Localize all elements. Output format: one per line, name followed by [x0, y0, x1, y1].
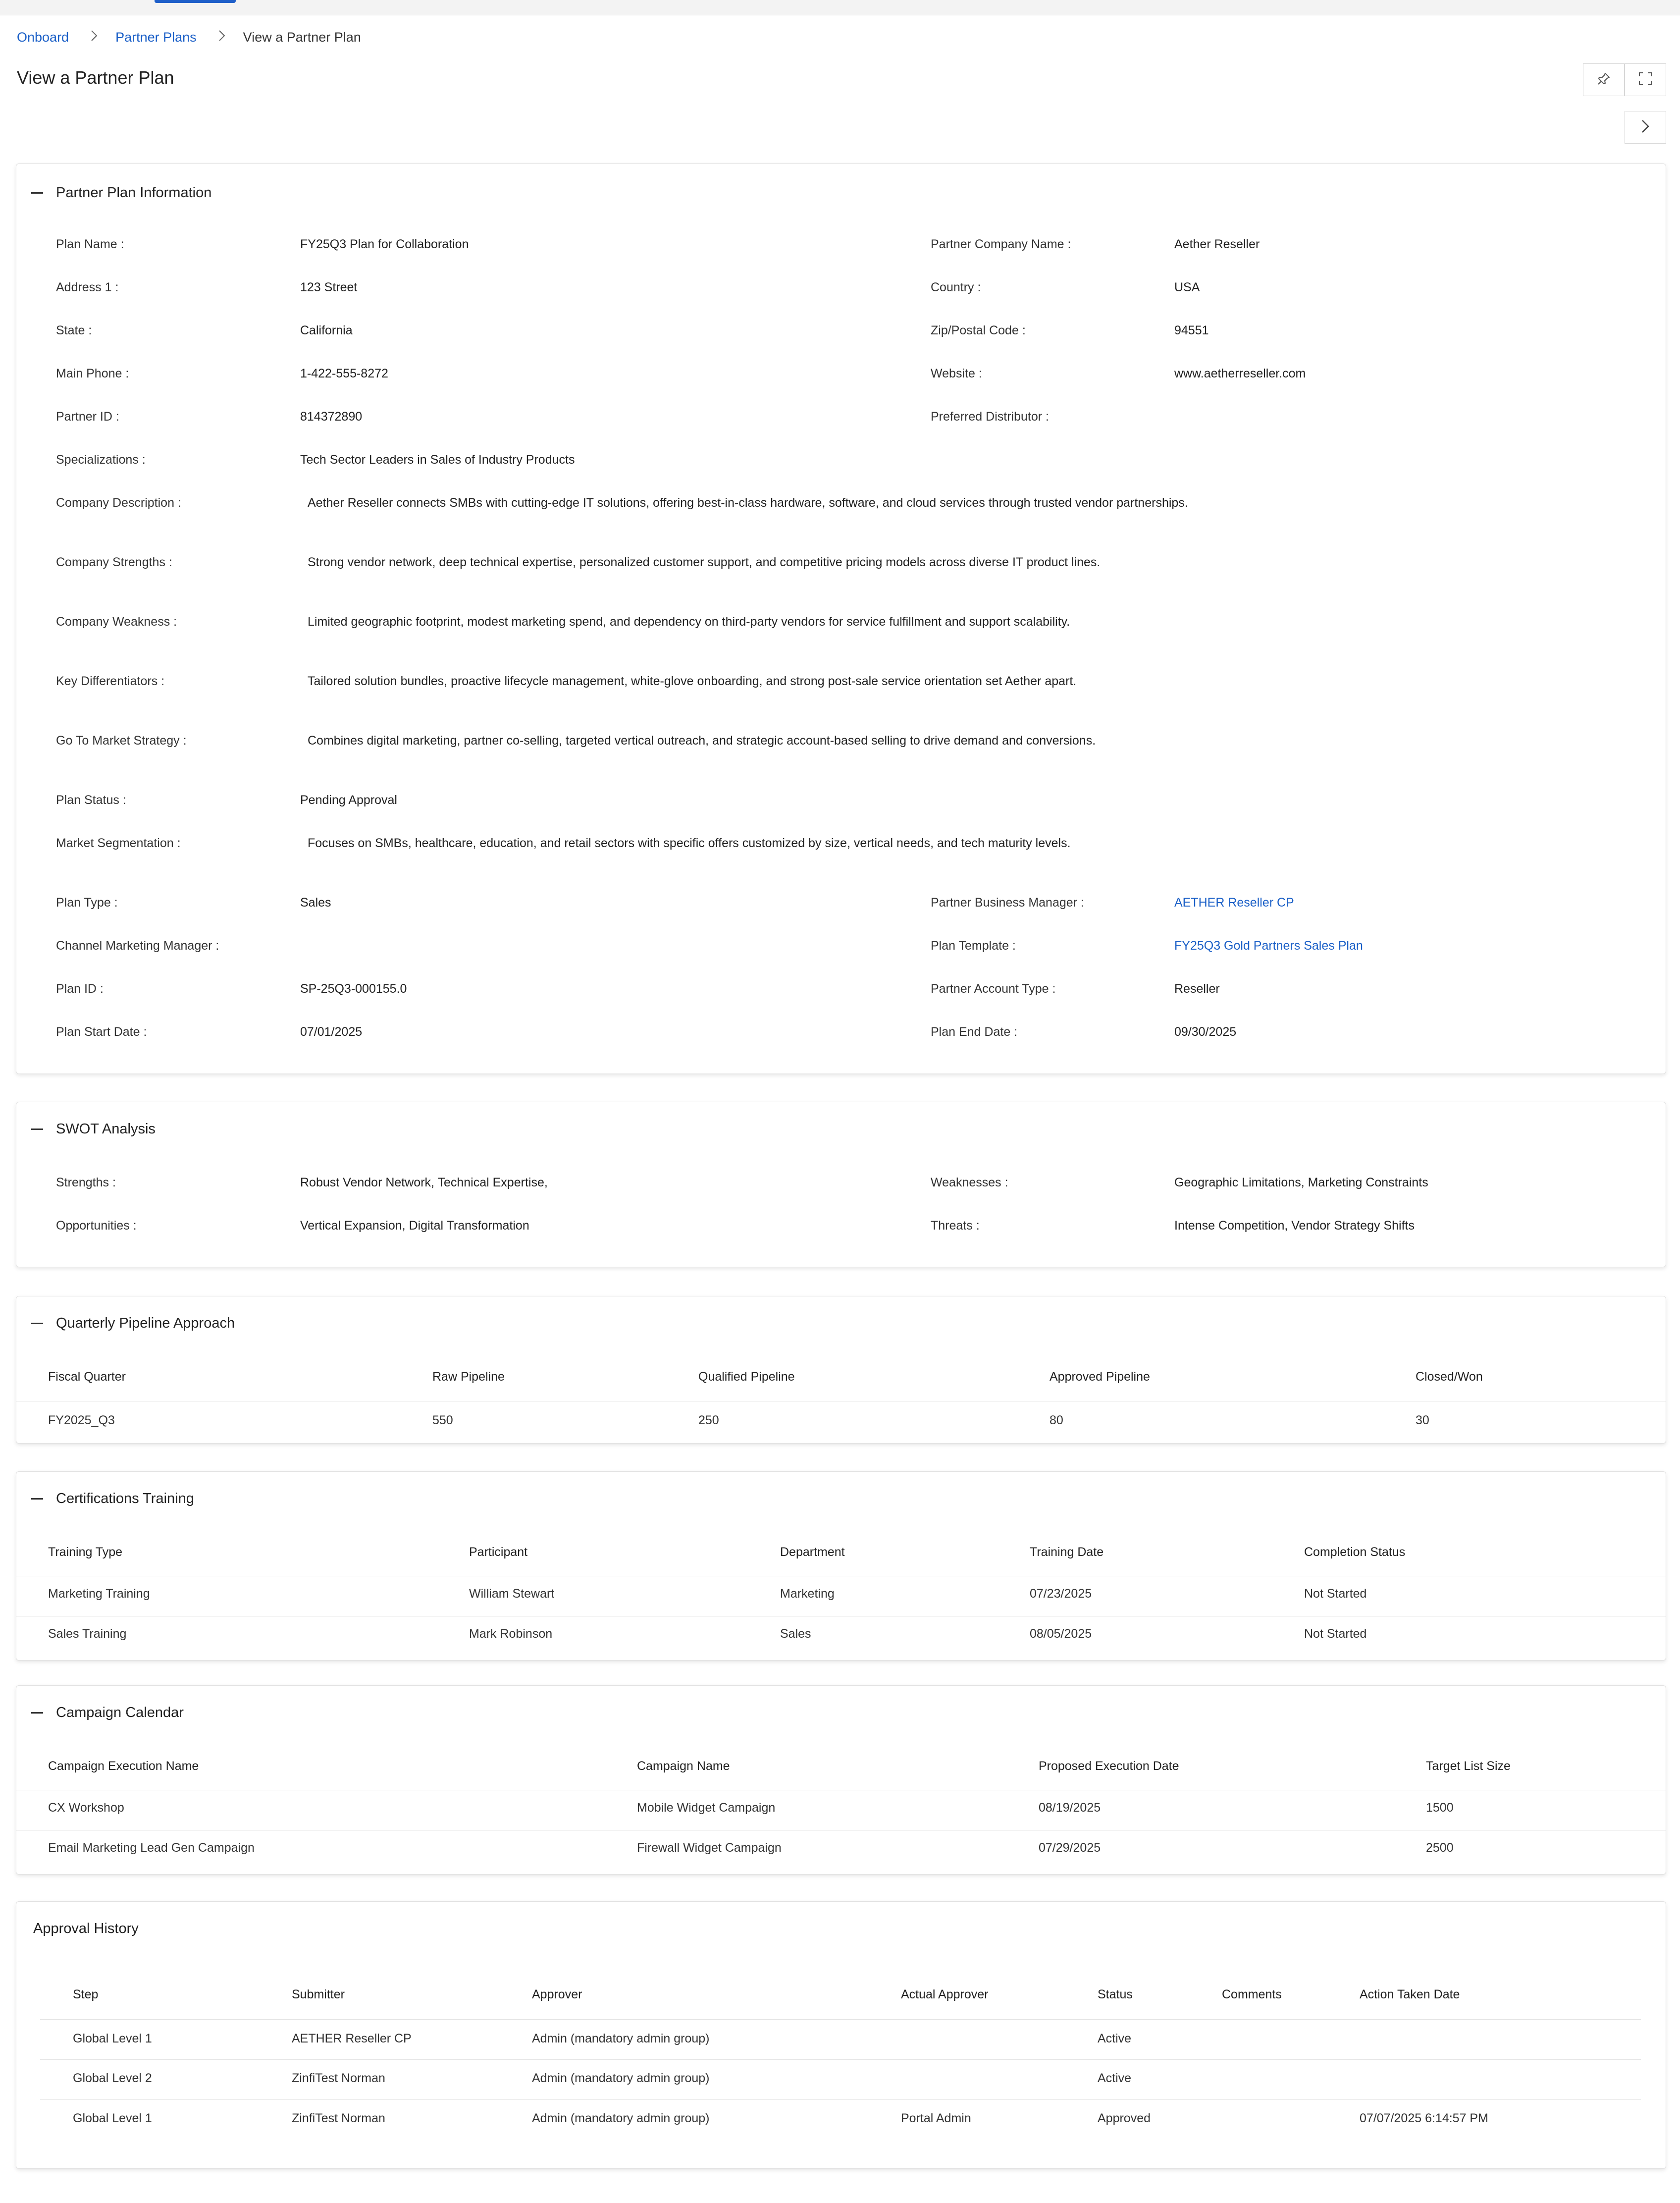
- approval-history-card: [16, 1901, 1666, 2169]
- breadcrumb-current: View a Partner Plan: [243, 30, 361, 45]
- field-label: Plan Start Date :: [56, 1025, 147, 1039]
- column-header: Action Taken Date: [1360, 1988, 1460, 2001]
- column-header[interactable]: Training Type: [48, 1545, 123, 1559]
- table-cell: 08/19/2025: [1039, 1801, 1101, 1815]
- table-cell: Admin (mandatory admin group): [532, 2071, 710, 2085]
- plan-start-date-value: 07/01/2025: [300, 1025, 363, 1039]
- table-cell: FY2025_Q3: [48, 1413, 115, 1427]
- table-cell: Marketing: [780, 1587, 835, 1601]
- column-header: Approver: [532, 1988, 582, 2001]
- table-cell: Active: [1098, 2032, 1132, 2045]
- field-label: Main Phone :: [56, 367, 129, 380]
- partner-id-value: 814372890: [300, 410, 363, 424]
- plan-template-link[interactable]: FY25Q3 Gold Partners Sales Plan: [1174, 939, 1363, 953]
- table-cell: ZinfiTest Norman: [292, 2111, 385, 2125]
- field-label: Partner ID :: [56, 410, 119, 424]
- table-cell: 07/23/2025: [1030, 1587, 1092, 1601]
- table-cell: 07/29/2025: [1039, 1841, 1101, 1855]
- plan-id-value: SP-25Q3-000155.0: [300, 982, 407, 996]
- column-header[interactable]: Proposed Execution Date: [1039, 1759, 1179, 1773]
- plan-type-value: Sales: [300, 896, 331, 910]
- field-label: Plan Name :: [56, 237, 124, 251]
- table-cell: 30: [1416, 1413, 1429, 1427]
- swot-opportunities-value: Vertical Expansion, Digital Transformation: [300, 1219, 529, 1233]
- field-label: Preferred Distributor :: [931, 410, 1049, 424]
- swot-threats-value: Intense Competition, Vendor Strategy Shifts: [1174, 1219, 1415, 1233]
- swot-strengths-value: Robust Vendor Network, Technical Expertise,: [300, 1176, 548, 1189]
- top-nav-bar: [0, 0, 1680, 15]
- table-cell: Approved: [1098, 2111, 1151, 2125]
- column-header[interactable]: Target List Size: [1426, 1759, 1511, 1773]
- market-segmentation-value: Focuses on SMBs, healthcare, education, and retail sectors with specific offers customized by size, vertical needs, and tech maturity levels.: [308, 836, 1071, 850]
- column-header: Comments: [1222, 1988, 1282, 2001]
- field-label: Address 1 :: [56, 280, 119, 294]
- field-label: Market Segmentation :: [56, 836, 181, 850]
- table-cell: Global Level 2: [73, 2071, 152, 2085]
- column-header[interactable]: Qualified Pipeline: [698, 1370, 795, 1384]
- collapse-icon[interactable]: [31, 1323, 43, 1324]
- campaign-calendar-card: [16, 1685, 1666, 1875]
- card-header[interactable]: [31, 1315, 235, 1332]
- breadcrumb-onboard[interactable]: Onboard: [17, 30, 69, 45]
- partner-business-manager-link[interactable]: AETHER Reseller CP: [1174, 896, 1294, 910]
- column-header[interactable]: Fiscal Quarter: [48, 1370, 126, 1384]
- differentiators-value: Tailored solution bundles, proactive lifecycle management, white-glove onboarding, and strong post-sale service orientation set Aether apart.: [308, 674, 1077, 688]
- card-header[interactable]: [31, 1491, 194, 1507]
- plan-end-date-value: 09/30/2025: [1174, 1025, 1237, 1039]
- campaign-name-link[interactable]: Mobile Widget Campaign: [637, 1801, 776, 1815]
- website-value: www.aetherreseller.com: [1174, 367, 1306, 380]
- column-header[interactable]: Campaign Execution Name: [48, 1759, 199, 1773]
- table-cell: 07/07/2025 6:14:57 PM: [1360, 2111, 1488, 2125]
- field-label: Channel Marketing Manager :: [56, 939, 219, 953]
- table-cell: 08/05/2025: [1030, 1627, 1092, 1641]
- table-cell: 550: [432, 1413, 453, 1427]
- partner-plan-info-card: [16, 163, 1666, 1074]
- table-cell: William Stewart: [469, 1587, 555, 1601]
- table-cell: Marketing Training: [48, 1587, 150, 1601]
- chevron-right-icon: [91, 30, 98, 45]
- field-label: Partner Account Type :: [931, 982, 1056, 996]
- breadcrumb-partner-plans[interactable]: Partner Plans: [115, 30, 197, 45]
- field-label: Plan Status :: [56, 793, 126, 807]
- collapse-icon[interactable]: [31, 1712, 43, 1714]
- column-header[interactable]: Raw Pipeline: [432, 1370, 505, 1384]
- company-strengths-value: Strong vendor network, deep technical expertise, personalized customer support, and competitive pricing models across diverse IT product lines.: [308, 555, 1101, 569]
- column-header[interactable]: Closed/Won: [1416, 1370, 1483, 1384]
- specializations-value: Tech Sector Leaders in Sales of Industry Products: [300, 453, 575, 467]
- certifications-card: [16, 1471, 1666, 1661]
- table-cell: Mark Robinson: [469, 1627, 553, 1641]
- section-title: Certifications Training: [56, 1491, 194, 1506]
- chevron-right-icon: [218, 30, 225, 45]
- card-header[interactable]: [31, 185, 211, 201]
- pin-icon: [1596, 71, 1611, 89]
- section-title: SWOT Analysis: [56, 1121, 156, 1137]
- field-label: Weaknesses :: [931, 1176, 1008, 1189]
- collapse-icon[interactable]: [31, 1498, 43, 1500]
- field-label: Partner Business Manager :: [931, 896, 1084, 910]
- collapse-icon[interactable]: [31, 1128, 43, 1130]
- field-label: Plan End Date :: [931, 1025, 1018, 1039]
- column-header[interactable]: Participant: [469, 1545, 528, 1559]
- table-cell: AETHER Reseller CP: [292, 2032, 412, 2045]
- field-label: Zip/Postal Code :: [931, 323, 1026, 337]
- pipeline-card: [16, 1296, 1666, 1444]
- description-value: Aether Reseller connects SMBs with cutting-edge IT solutions, offering best-in-class hardware, software, and cloud services through trusted vendor partnerships.: [308, 496, 1188, 510]
- table-cell: Sales: [780, 1627, 811, 1641]
- card-header[interactable]: [31, 1121, 156, 1137]
- field-label: Specializations :: [56, 453, 146, 467]
- section-title: Quarterly Pipeline Approach: [56, 1315, 235, 1331]
- table-cell: 80: [1050, 1413, 1063, 1427]
- plan-name-value: FY25Q3 Plan for Collaboration: [300, 237, 469, 251]
- table-cell: 250: [698, 1413, 719, 1427]
- field-label: Opportunities :: [56, 1219, 137, 1233]
- active-tab-indicator: [155, 0, 236, 3]
- field-label: Company Weakness :: [56, 615, 177, 629]
- field-label: Company Description :: [56, 496, 181, 510]
- field-label: Country :: [931, 280, 981, 294]
- table-cell: Not Started: [1304, 1587, 1367, 1601]
- account-type-value: Reseller: [1174, 982, 1220, 996]
- field-label: Strengths :: [56, 1176, 116, 1189]
- column-header: Submitter: [292, 1988, 345, 2001]
- table-cell: Global Level 1: [73, 2032, 152, 2045]
- field-label: Website :: [931, 367, 982, 380]
- table-cell: Not Started: [1304, 1627, 1367, 1641]
- column-header[interactable]: Training Date: [1030, 1545, 1104, 1559]
- column-header[interactable]: Completion Status: [1304, 1545, 1406, 1559]
- chevron-right-icon: [1641, 119, 1650, 136]
- next-panel-button[interactable]: [1625, 111, 1666, 144]
- table-cell: Active: [1098, 2071, 1132, 2085]
- table-cell: Admin (mandatory admin group): [532, 2111, 710, 2125]
- page-title: View a Partner Plan: [17, 67, 174, 88]
- field-label: Key Differentiators :: [56, 674, 165, 688]
- field-label: Plan Type :: [56, 896, 118, 910]
- campaign-execution-link[interactable]: CX Workshop: [48, 1801, 124, 1815]
- section-title: Approval History: [33, 1921, 139, 1936]
- column-header: Actual Approver: [901, 1988, 989, 2001]
- table-cell: Global Level 1: [73, 2111, 152, 2125]
- plan-status-value: Pending Approval: [300, 793, 397, 807]
- campaign-execution-link[interactable]: Email Marketing Lead Gen Campaign: [48, 1841, 255, 1855]
- column-header: Status: [1098, 1988, 1133, 2001]
- section-title: Partner Plan Information: [56, 185, 212, 201]
- table-cell: ZinfiTest Norman: [292, 2071, 385, 2085]
- campaign-name-link[interactable]: Firewall Widget Campaign: [637, 1841, 782, 1855]
- state-value: California: [300, 323, 353, 337]
- column-header[interactable]: Campaign Name: [637, 1759, 730, 1773]
- card-header[interactable]: [31, 1705, 184, 1721]
- field-label: Plan ID :: [56, 982, 104, 996]
- column-header[interactable]: Approved Pipeline: [1050, 1370, 1150, 1384]
- field-label: Partner Company Name :: [931, 237, 1071, 251]
- section-title: Campaign Calendar: [56, 1705, 184, 1720]
- fullscreen-button[interactable]: [1625, 63, 1666, 96]
- address-value: 123 Street: [300, 280, 358, 294]
- country-value: USA: [1174, 280, 1200, 294]
- expand-icon: [1638, 71, 1653, 89]
- field-label: Go To Market Strategy :: [56, 734, 187, 748]
- table-cell: 1500: [1426, 1801, 1454, 1815]
- zip-value: 94551: [1174, 323, 1209, 337]
- swot-analysis-card: [16, 1102, 1666, 1267]
- swot-weaknesses-value: Geographic Limitations, Marketing Constraints: [1174, 1176, 1428, 1189]
- table-cell: Sales Training: [48, 1627, 127, 1641]
- column-header[interactable]: Department: [780, 1545, 845, 1559]
- table-cell: 2500: [1426, 1841, 1454, 1855]
- field-label: Company Strengths :: [56, 555, 172, 569]
- field-label: Plan Template :: [931, 939, 1016, 953]
- field-label: Threats :: [931, 1219, 980, 1233]
- gtm-strategy-value: Combines digital marketing, partner co-selling, targeted vertical outreach, and strategic account-based selling to drive demand and conversions.: [308, 734, 1096, 748]
- company-weakness-value: Limited geographic footprint, modest marketing spend, and dependency on third-party vendors for service fulfillment and support scalability.: [308, 615, 1070, 629]
- breadcrumb: [17, 30, 361, 45]
- pin-button[interactable]: [1583, 63, 1625, 96]
- table-cell: Admin (mandatory admin group): [532, 2032, 710, 2045]
- partner-company-value: Aether Reseller: [1174, 237, 1260, 251]
- table-cell: Portal Admin: [901, 2111, 971, 2125]
- table-divider: [40, 2059, 1641, 2060]
- table-divider: [40, 2019, 1641, 2020]
- field-label: State :: [56, 323, 92, 337]
- column-header: Step: [73, 1988, 99, 2001]
- table-divider: [40, 2099, 1641, 2100]
- phone-value: 1-422-555-8272: [300, 367, 388, 380]
- collapse-icon[interactable]: [31, 192, 43, 194]
